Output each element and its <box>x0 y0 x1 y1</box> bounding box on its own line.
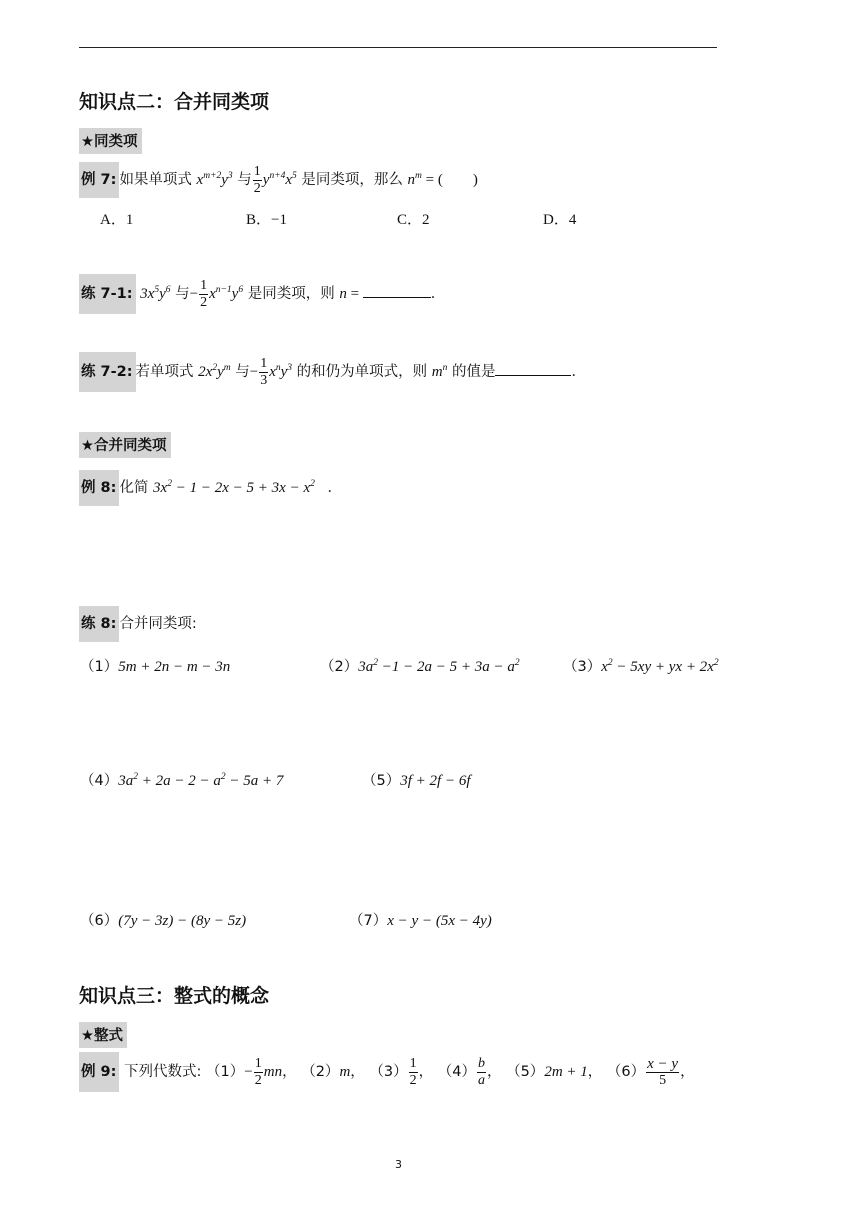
practice-8-item-4: $(4)3a^2 + 2a - 2 - a^2 - 5a + 7$ <box>80 772 284 789</box>
item-number: （3） <box>563 659 602 675</box>
subsection-tag-combine: ★合并同类项 <box>79 432 171 458</box>
example-7: 例 7: 如果单项式 $x^{m+2}y^3$ 与 $\frac{1}{2}$ $y^{n+4}x^5$ 是同类项，那么 $n^m$ = ( ) <box>79 158 478 198</box>
item-number: （1） <box>206 1064 245 1080</box>
item-number: （4） <box>80 773 119 789</box>
practice-8-item-7: （7）x − y − (5x − 4y) <box>349 913 492 929</box>
item-number: （7） <box>349 913 388 929</box>
practice-7-1-text-condition: 是同类项，则 <box>247 286 335 302</box>
example-7-text: 如果单项式 <box>119 172 192 188</box>
section-title-2: 知识点二：合并同类项 <box>79 91 270 113</box>
practice-8-item-1: （1）5m + 2n − m − 3n <box>80 659 231 675</box>
example-8: 例 8: 化简 $3x^2 - 1 - 2x - 5 + 3x - x^2$ ． <box>79 466 342 506</box>
item-number: （6） <box>80 913 119 929</box>
option-a: A．1 <box>100 212 134 228</box>
option-b: B．−1 <box>246 212 287 228</box>
item-number: （1） <box>80 659 119 675</box>
header-rule <box>79 47 717 48</box>
example-8-label: 例 8: <box>79 470 119 506</box>
answer-blank[interactable] <box>495 361 571 376</box>
practice-7-2-label: 练 7-2: <box>79 352 136 392</box>
example-7-text-condition: 是同类项，那么 <box>301 172 403 188</box>
practice-7-2-text: 若单项式 <box>135 364 194 380</box>
section-title-3: 知识点三：整式的概念 <box>79 985 270 1007</box>
option-d: D．4 <box>543 212 577 228</box>
example-7-label: 例 7: <box>79 162 119 198</box>
subsection-tag-polynomial: ★整式 <box>79 1022 127 1048</box>
practice-8-item-5: （5）3f + 2f − 6f <box>362 773 471 789</box>
practice-8-item-2: $(2)3a^2 -1 - 2a - 5 + 3a - a^2$ <box>320 658 520 675</box>
practice-8 <box>79 606 197 642</box>
example-8-text: 化简 <box>119 480 149 496</box>
item-number: （4） <box>437 1064 476 1080</box>
period: ． <box>430 286 446 302</box>
item-number: （3） <box>369 1064 408 1080</box>
option-c: C．2 <box>397 212 430 228</box>
practice-7-2-text-condition: 的和仍为单项式，则 <box>296 364 428 380</box>
period: ． <box>571 364 586 380</box>
practice-8-label: 练 8: <box>79 606 119 642</box>
answer-paren: ( ) <box>437 172 478 188</box>
practice-7-2: 练 7-2: 若单项式 $2x^2y^m$ 与− $\frac{1}{3}$ $x^ny^3$ 的和仍为单项式，则 $m^n$ 的值是 ． <box>79 348 586 392</box>
item-number: （6） <box>606 1064 646 1080</box>
practice-8-text: 合并同类项: <box>119 616 197 632</box>
example-9-label: 例 9: <box>79 1052 119 1092</box>
practice-7-1: 练 7-1: $3x^5y^6$ 与− $\frac{1}{2}$ $x^{n-1}y^6$ 是同类项，则 n = ． <box>79 270 445 314</box>
item-number: （5） <box>362 773 401 789</box>
item-number: （2） <box>320 659 359 675</box>
item-number: （5） <box>506 1064 545 1080</box>
practice-7-1-text-with: 与 <box>175 286 190 302</box>
page-number: 3 <box>395 1158 402 1171</box>
practice-7-2-text-value: 的值是 <box>451 364 496 380</box>
example-9: 例 9: 下列代数式: （1）− $\frac{1}{2}$ mn， （2）m， （3） $\frac{1}{2}$ ， （4） $\frac{b}{a}$ ， （5）2m + 1， （6） $\frac{x - y}{5}$ ， <box>79 1052 695 1092</box>
period: ． <box>327 480 342 496</box>
practice-8-item-6: （6）(7y − 3z) − (8y − 5z) <box>80 913 247 929</box>
subsection-tag-like-terms: ★同类项 <box>79 128 142 154</box>
practice-7-1-label: 练 7-1: <box>79 274 136 314</box>
example-9-text: 下列代数式: <box>124 1064 202 1080</box>
practice-8-item-3: $(3)x^2 - 5xy$ + yx + $2x^2$ <box>563 658 719 675</box>
item-number: （2） <box>301 1064 340 1080</box>
practice-7-2-text-with: 与 <box>235 364 250 380</box>
example-7-text-with: 与 <box>237 172 252 188</box>
answer-blank[interactable] <box>363 283 431 298</box>
